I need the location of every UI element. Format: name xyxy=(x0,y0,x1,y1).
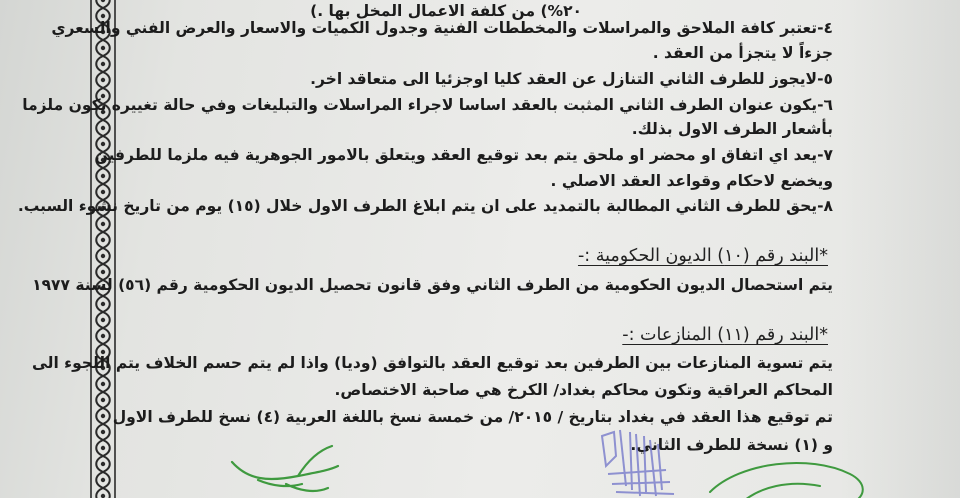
clause-5: ٥-لايجوز للطرف الثاني التنازل عن العقد كليا اوجزئيا الى متعاقد اخر. xyxy=(310,70,833,88)
official-stamp xyxy=(596,426,682,498)
clause-4-line-2: جزءاً لا يتجزأ من العقد . xyxy=(652,44,833,62)
border-dot xyxy=(101,494,105,498)
border-dot xyxy=(101,318,105,322)
section-11-line-1: يتم تسوية المنازعات بين الطرفين بعد توقيع العقد بالتوافق (وديا) واذا لم يتم حسم الخلاف يتم اللجوء الى xyxy=(31,354,833,372)
clause-8: ٨-يحق للطرف الثاني المطالبة بالتمديد على ان يتم ابلاغ الطرف الاول خلال (١٥) يوم من تاريخ نشوء السبب. xyxy=(17,197,833,215)
page-shadow xyxy=(840,0,960,498)
section-11-heading: *البند رقم (١١) المنازعات :- xyxy=(622,325,828,345)
clause-4-line-1: ٤-تعتبر كافة الملاحق والمراسلات والمخططات الفنية وجدول الكميات والاسعار والعرض الفني والسعري xyxy=(51,19,833,37)
section-10-text: يتم استحصال الديون الحكومية من الطرف الثاني وفق قانون تحصيل الديون الحكومية رقم (٥٦) لسنة ١٩٧٧ xyxy=(32,276,833,294)
section-11-line-2: المحاكم العراقية وتكون محاكم بغداد/ الكرخ هي صاحبة الاختصاص. xyxy=(334,381,833,399)
border-dot xyxy=(101,270,105,274)
border-dot xyxy=(101,174,105,178)
border-dot xyxy=(101,398,105,402)
border-dot xyxy=(101,334,105,338)
border-dot xyxy=(101,430,105,434)
signature-right xyxy=(700,456,880,498)
border-dot xyxy=(101,302,105,306)
signing-line-2: و (١) نسخة للطرف الثاني. xyxy=(630,436,833,454)
border-dot xyxy=(101,446,105,450)
border-dot xyxy=(101,126,105,130)
border-dot xyxy=(101,222,105,226)
border-dot xyxy=(101,382,105,386)
border-dot xyxy=(101,0,105,2)
clause-6-line-1: ٦-يكون عنوان الطرف الثاني المثبت بالعقد اساسا لاجراء المراسلات والتبليغات وفي حالة تغييره يكون ملزما xyxy=(22,96,833,114)
border-dot xyxy=(101,254,105,258)
border-dot xyxy=(101,46,105,50)
signature-left xyxy=(228,440,368,498)
border-dot xyxy=(101,462,105,466)
border-pattern xyxy=(96,0,110,498)
signing-line-1: تم توقيع هذا العقد في بغداد بتاريخ / ٢٠١٥/ من خمسة نسخ باللغة العربية (٤) نسخ للطرف الاول xyxy=(112,408,833,426)
section-10-heading: *البند رقم (١٠) الديون الحكومية :- xyxy=(577,246,828,266)
border-dot xyxy=(101,238,105,242)
border-dot xyxy=(101,78,105,82)
line-cost-percent: ٢٠%) من كلفة الاعمال المخل بها .) xyxy=(310,2,582,20)
border-dot xyxy=(101,190,105,194)
border-dot xyxy=(101,14,105,18)
clause-6-line-2: بأشعار الطرف الاول بذلك. xyxy=(631,120,833,138)
clause-7-line-1: ٧-يعد اي اتفاق او محضر او ملحق يتم بعد توقيع العقد ويتعلق بالامور الجوهرية فيه ملزما للطرفين xyxy=(94,146,833,164)
border-dot xyxy=(101,62,105,66)
border-dot xyxy=(101,478,105,482)
clause-7-line-2: ويخضع لاحكام وقواعد العقد الاصلي . xyxy=(550,172,833,190)
border-dot xyxy=(101,414,105,418)
